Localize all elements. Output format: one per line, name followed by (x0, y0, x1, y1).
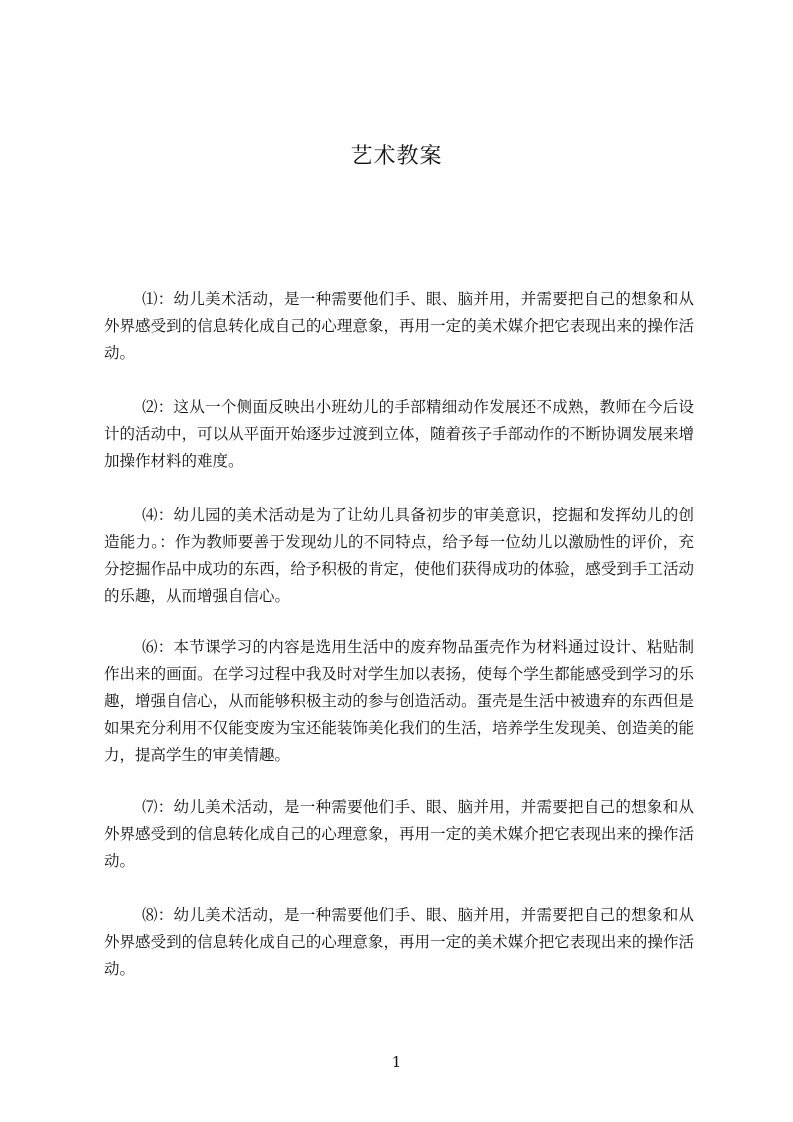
paragraph-7: ⑺：幼儿美术活动，是一种需要他们手、眼、脑并用，并需要把自己的想象和从外界感受到的信息转化成自己的心理意象，再用一定的美术媒介把它表现出来的操作活动。 (104, 798, 694, 870)
paragraph-8: ⑻：幼儿美术活动，是一种需要他们手、眼、脑并用，并需要把自己的想象和从外界感受到的信息转化成自己的心理意象，再用一定的美术媒介把它表现出来的操作活动。 (104, 906, 694, 978)
page-title: 艺术教案 (350, 144, 443, 169)
paragraph-1: ⑴：幼儿美术活动，是一种需要他们手、眼、脑并用，并需要把自己的想象和从外界感受到的信息转化成自己的心理意象，再用一定的美术媒介把它表现出来的操作活动。 (104, 290, 694, 362)
paragraph-4: ⑷：幼儿园的美术活动是为了让幼儿具备初步的审美意识，挖掘和发挥幼儿的创造能力。：作为教师要善于发现幼儿的不同特点，给予每一位幼儿以激励性的评价，充分挖掘作品中成功的东西，给予积极的肯定，使他们获得成功的体验，感受到手工活动的乐趣，从而增强自信心。 (104, 506, 694, 605)
paragraph-2: ⑵：这从一个侧面反映出小班幼儿的手部精细动作发展还不成熟，教师在今后设计的活动中，可以从平面开始逐步过渡到立体，随着孩子手部动作的不断协调发展来增加操作材料的难度。 (104, 398, 694, 470)
paragraph-6: ⑹：本节课学习的内容是选用生活中的废弃物品蛋壳作为材料通过设计、粘贴制作出来的画面。在学习过程中我及时对学生加以表扬，使每个学生都能感受到学习的乐趣，增强自信心，从而能够积极主动的参与创造活动。蛋壳是生活中被遗弃的东西但是如果充分利用不仅能变废为宝还能装饰美化我们的生活，培养学生发现美、创造美的能力，提高学生的审美情趣。 (104, 638, 694, 764)
page-number: 1 (391, 1053, 402, 1071)
